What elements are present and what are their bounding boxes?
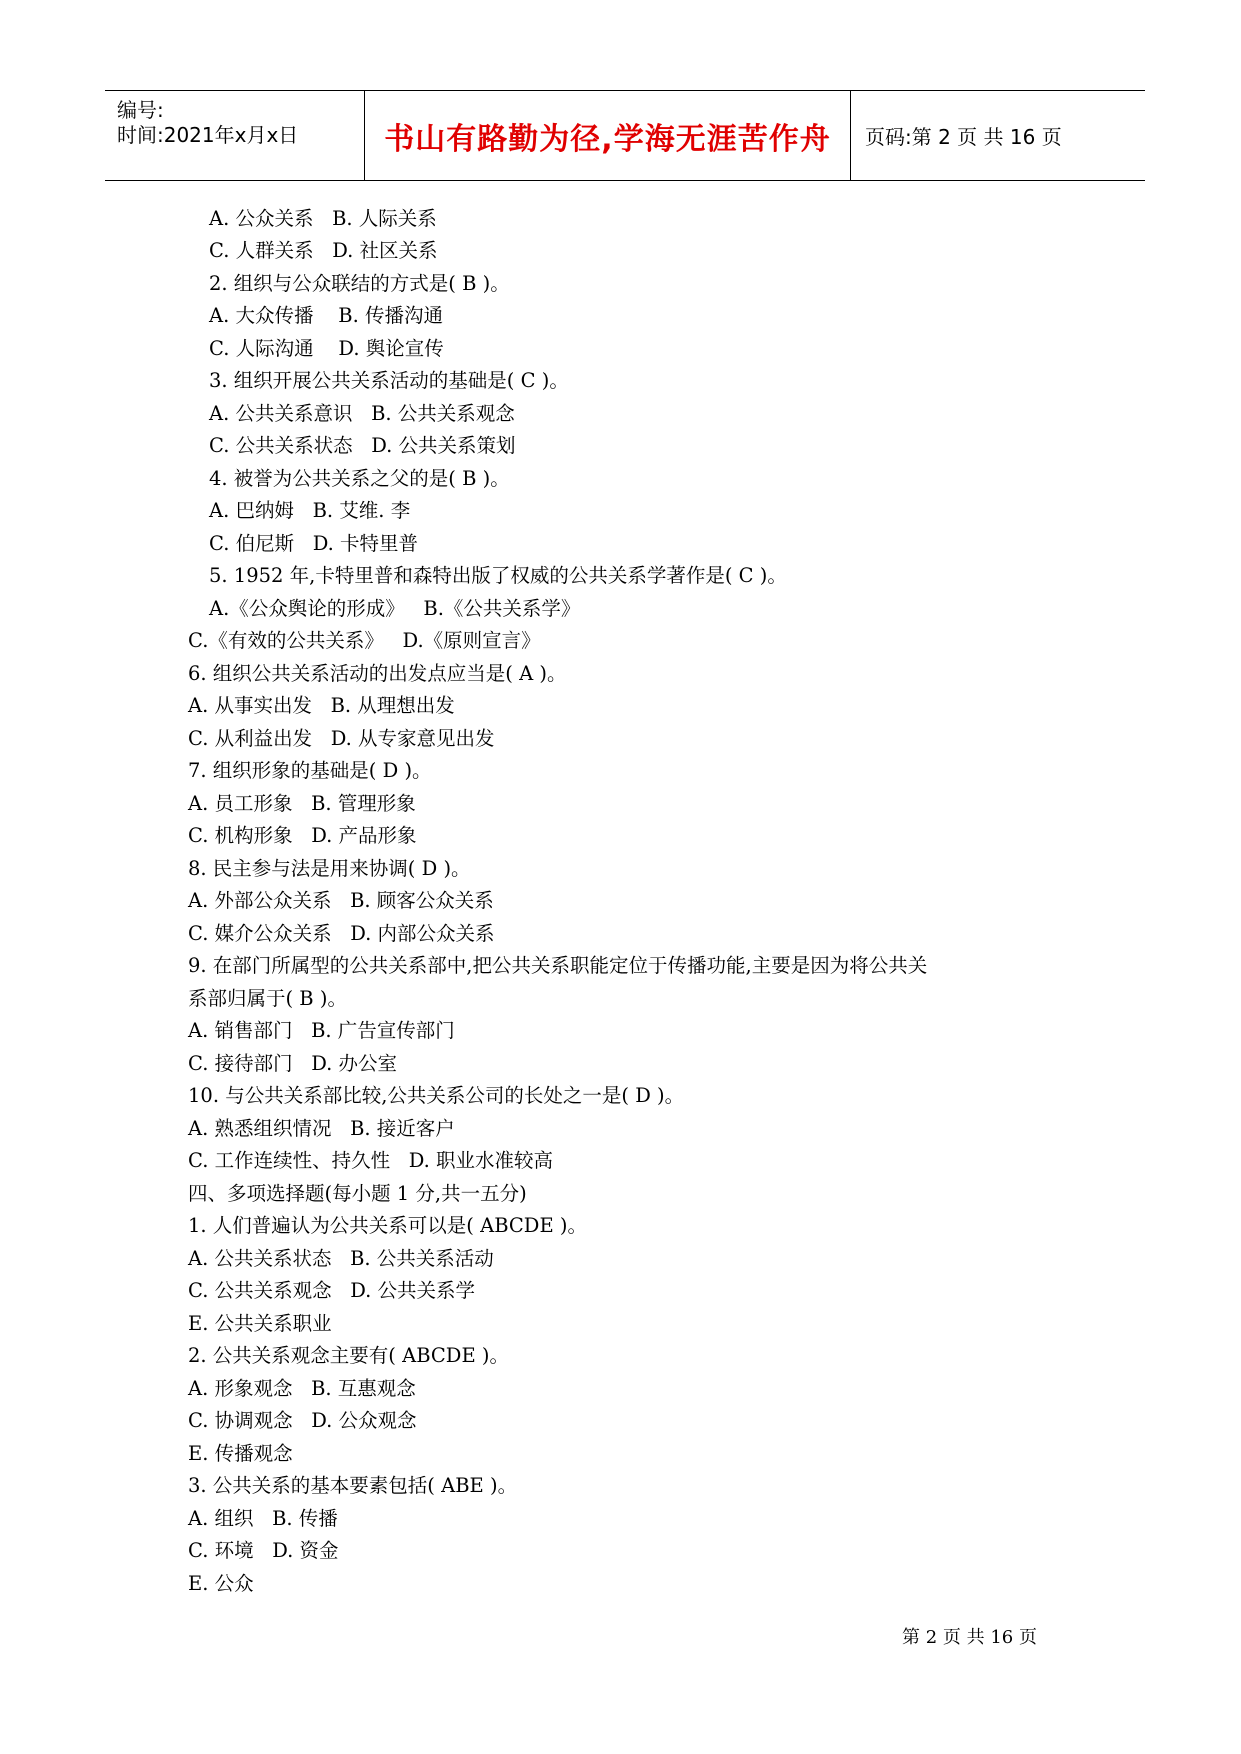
document-time-label: 时间:2021年x月x日 [117, 123, 299, 147]
text-line: 系部归属于( B )。 [188, 987, 347, 1010]
section-heading: 四、多项选择题(每小题 1 分,共一五分) [188, 1182, 527, 1205]
text-line: C.《有效的公共关系》 D.《原则宣言》 [188, 629, 541, 652]
text-line: 2. 组织与公众联结的方式是( B )。 [209, 272, 510, 295]
text-line: A. 公众关系 B. 人际关系 [209, 207, 437, 230]
text-line: A. 熟悉组织情况 B. 接近客户 [188, 1117, 455, 1140]
text-line: C. 伯尼斯 D. 卡特里普 [209, 532, 419, 555]
text-line: 9. 在部门所属型的公共关系部中,把公共关系职能定位于传播功能,主要是因为将公共关 [188, 954, 928, 977]
text-line: C. 公共关系状态 D. 公共关系策划 [209, 434, 516, 457]
text-line: 2. 公共关系观念主要有( ABCDE )。 [188, 1344, 509, 1367]
text-line: A. 公共关系状态 B. 公共关系活动 [188, 1247, 494, 1270]
text-line: 4. 被誉为公共关系之父的是( B )。 [209, 467, 510, 490]
text-line: C. 工作连续性、持久性 D. 职业水准较高 [188, 1149, 554, 1172]
text-line: A. 形象观念 B. 互惠观念 [188, 1377, 416, 1400]
text-line: 3. 组织开展公共关系活动的基础是( C )。 [209, 369, 569, 392]
text-line: C. 接待部门 D. 办公室 [188, 1052, 398, 1075]
text-line: A. 大众传播 B. 传播沟通 [209, 304, 444, 327]
text-line: C. 机构形象 D. 产品形象 [188, 824, 417, 847]
text-line: 8. 民主参与法是用来协调( D )。 [188, 857, 471, 880]
text-line: A. 销售部门 B. 广告宣传部门 [188, 1019, 455, 1042]
text-line: E. 传播观念 [188, 1442, 293, 1465]
text-line: 3. 公共关系的基本要素包括( ABE )。 [188, 1474, 518, 1497]
text-line: A. 组织 B. 传播 [188, 1507, 338, 1530]
text-line: A. 公共关系意识 B. 公共关系观念 [209, 402, 515, 425]
text-line: 1. 人们普遍认为公共关系可以是( ABCDE )。 [188, 1214, 587, 1237]
text-line: C. 协调观念 D. 公众观念 [188, 1409, 417, 1432]
text-line: C. 媒介公众关系 D. 内部公众关系 [188, 922, 495, 945]
text-line: C. 人际沟通 D. 舆论宣传 [209, 337, 444, 360]
header-meta [105, 91, 365, 180]
text-line: A. 巴纳姆 B. 艾维. 李 [209, 499, 411, 522]
text-line: A.《公众舆论的形成》 B.《公共关系学》 [209, 597, 581, 620]
text-line: 10. 与公共关系部比较,公共关系公司的长处之一是( D )。 [188, 1084, 685, 1107]
page-footer: 第 2 页 共 16 页 [902, 1627, 1037, 1648]
text-line: 7. 组织形象的基础是( D )。 [188, 759, 432, 782]
page-header [105, 90, 1145, 181]
text-line: C. 公共关系观念 D. 公共关系学 [188, 1279, 476, 1302]
text-line: 6. 组织公共关系活动的出发点应当是( A )。 [188, 662, 567, 685]
header-page-number: 页码:第 2 页 共 16 页 [865, 125, 1062, 149]
text-line: C. 从利益出发 D. 从专家意见出发 [188, 727, 495, 750]
text-line: 5. 1952 年,卡特里普和森特出版了权威的公共关系学著作是( C )。 [209, 564, 787, 587]
text-line: A. 外部公众关系 B. 顾客公众关系 [188, 889, 494, 912]
document-number-label: 编号: [117, 98, 164, 122]
text-line: C. 人群关系 D. 社区关系 [209, 239, 438, 262]
header-motto: 书山有路勤为径,学海无涯苦作舟 [365, 91, 851, 180]
text-line: E. 公共关系职业 [188, 1312, 332, 1335]
text-line: C. 环境 D. 资金 [188, 1539, 339, 1562]
text-line: A. 员工形象 B. 管理形象 [188, 792, 416, 815]
text-line: A. 从事实出发 B. 从理想出发 [188, 694, 455, 717]
text-line: E. 公众 [188, 1572, 254, 1595]
